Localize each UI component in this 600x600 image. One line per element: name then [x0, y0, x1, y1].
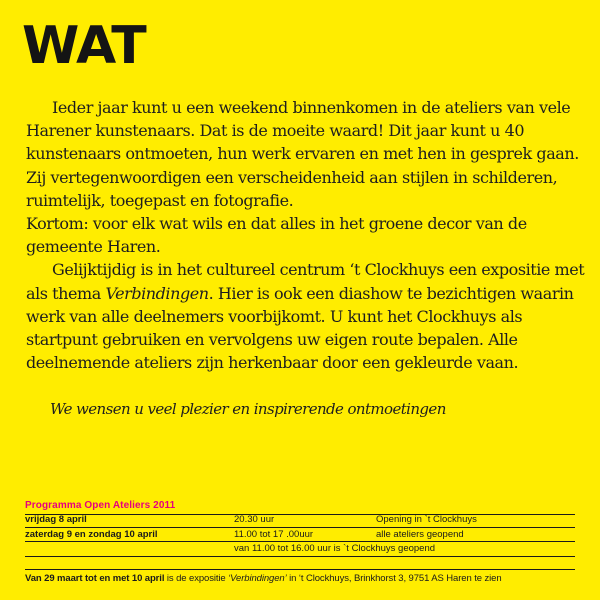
- table-divider: [25, 514, 575, 515]
- paragraph-3: [26, 258, 586, 374]
- row-2-day: zaterdag 9 en zondag 10 april: [25, 529, 158, 540]
- page-title: WAT: [22, 16, 146, 76]
- closing-line: We wensen u veel plezier en inspirerende ontmoetingen: [50, 400, 446, 418]
- footer-mid: is de expositie: [164, 573, 229, 584]
- paragraph-3-start: Gelijktijdig is in het cultureel centrum ‘t Clockhuys een expositie met als thema: [26, 260, 585, 303]
- paragraph-2: Kortom: voor elk wat wils en dat alles in het groene decor van de gemeente Haren.: [26, 214, 527, 257]
- table-divider: [25, 556, 575, 557]
- row-2-event: alle ateliers geopend: [376, 529, 464, 540]
- row-3-time: van 11.00 tot 16.00 uur is `t Clockhuys geopend: [234, 543, 436, 554]
- footer-note: [25, 573, 502, 584]
- table-divider: [25, 527, 575, 528]
- row-1-event: Opening in `t Clockhuys: [376, 514, 477, 525]
- footer-lead: Van 29 maart tot en met 10 april: [25, 573, 165, 584]
- row-1-day: vrijdag 8 april: [25, 514, 87, 525]
- table-divider: [25, 541, 575, 542]
- paragraph-3-emphasis: Verbindingen: [105, 283, 209, 303]
- paragraph-1: Ieder jaar kunt u een weekend binnenkomen in de ateliers van vele Harener kunstenaars. Dat is de moeite waard! Dit jaar kunt u 40 kunstenaars ontmoeten, hun werk ervaren en met hen in gesprek gaan. Zij vertegenwoordigen een verscheidenheid aan stijlen in schilderen, ruimtelijk, toegepast en fotografie.: [26, 98, 579, 210]
- footer-emphasis: ‘Verbindingen’: [228, 573, 287, 584]
- programma-title: Programma Open Ateliers 2011: [25, 500, 176, 511]
- table-divider: [25, 569, 575, 570]
- footer-rest: in ‘t Clockhuys, Brinkhorst 3, 9751 AS Haren te zien: [286, 573, 502, 584]
- row-1-time: 20.30 uur: [234, 514, 275, 525]
- row-2-time: 11.00 tot 17 .00uur: [234, 529, 314, 540]
- intro-text: [26, 96, 586, 374]
- paragraph-3-end: . Hier is ook een diashow te bezichtigen waarin werk van alle deelnemers voorbijkomt. U kunt het Clockhuys als startpunt gebruiken en vervolgens uw eigen route bepalen. Alle deelnemende ateliers zijn herkenbaar door een gekleurde vaan.: [26, 283, 574, 373]
